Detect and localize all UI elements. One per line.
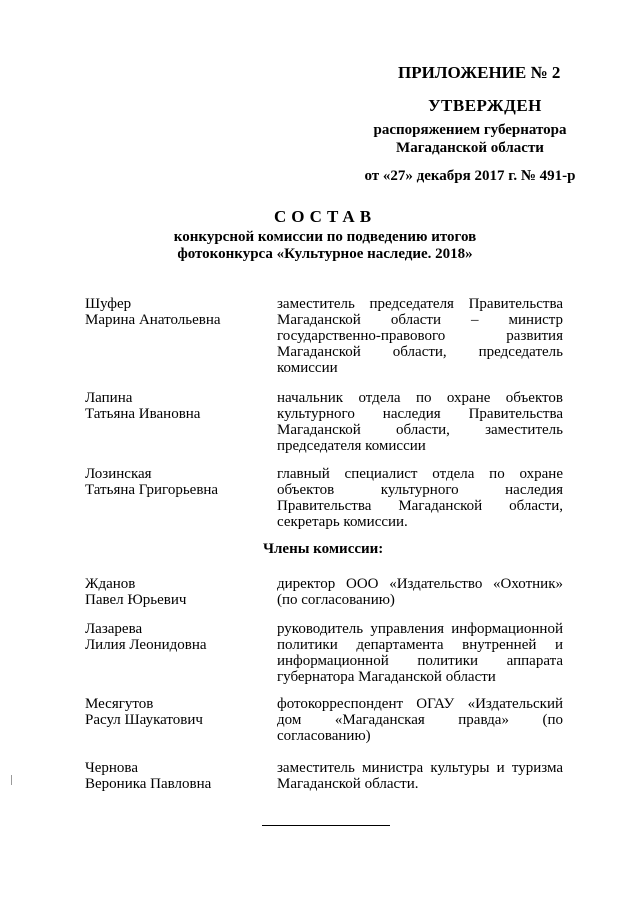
document-subtitle <box>0 229 640 263</box>
member-surname: Чернова <box>85 760 138 776</box>
member-surname: Месягутов <box>85 696 154 712</box>
member-given-names: Вероника Павловна <box>85 776 212 792</box>
order-date: от «27» декабря 2017 г. № 491-р <box>364 168 576 184</box>
commission-member-row <box>85 390 565 454</box>
member-name <box>85 696 277 744</box>
members-heading: Члены комиссии: <box>263 541 384 557</box>
member-role: главный специалист отдела по охране объектов культурного наследия Правительства Магаданской области, секретарь комиссии. <box>277 466 563 530</box>
subtitle-line-1: конкурсной комиссии по подведению итогов <box>173 229 477 245</box>
member-given-names: Расул Шаукатович <box>85 712 203 728</box>
scan-artifact <box>11 775 12 785</box>
member-given-names: Павел Юрьевич <box>85 592 187 608</box>
member-name <box>85 760 277 792</box>
member-surname: Лозинская <box>85 466 152 482</box>
member-role: заместитель председателя Правительства Магаданской области – министр государственно-правового развития Магаданской области, председатель комиссии <box>277 296 563 376</box>
approved-heading: УТВЕРЖДЕН <box>428 96 542 115</box>
member-role: руководитель управления информационной политики департамента внутренней и информационной политики аппарата губернатора Магаданской области <box>277 621 563 685</box>
commission-member-row <box>85 696 565 744</box>
member-surname: Жданов <box>85 576 136 592</box>
member-name <box>85 621 277 685</box>
member-given-names: Лилия Леонидовна <box>85 637 207 653</box>
commission-member-row <box>85 576 565 608</box>
member-surname: Шуфер <box>85 296 132 312</box>
subtitle-line-2: фотоконкурса «Культурное наследие. 2018» <box>177 246 473 262</box>
member-role: фотокорреспондент ОГАУ «Издательский дом «Магаданская правда» (по согласованию) <box>277 696 563 744</box>
order-line-2: Магаданской области <box>396 140 544 156</box>
closing-divider <box>262 825 390 826</box>
appendix-label: ПРИЛОЖЕНИЕ № 2 <box>398 63 561 82</box>
member-given-names: Татьяна Григорьевна <box>85 482 219 498</box>
member-role: заместитель министра культуры и туризма Магаданской области. <box>277 760 563 792</box>
member-given-names: Татьяна Ивановна <box>85 406 201 422</box>
member-role: начальник отдела по охране объектов культурного наследия Правительства Магаданской области, заместитель председателя комиссии <box>277 390 563 454</box>
commission-member-row <box>85 466 565 530</box>
approval-stamp-block <box>352 96 588 185</box>
member-role: директор ООО «Издательство «Охотник» (по согласованию) <box>277 576 563 608</box>
member-surname: Лазарева <box>85 621 143 637</box>
member-name <box>85 296 277 376</box>
member-name <box>85 466 277 530</box>
member-name <box>85 390 277 454</box>
document-title: СОСТАВ <box>273 207 377 226</box>
commission-member-row <box>85 760 565 792</box>
order-line-1: распоряжением губернатора <box>373 122 567 138</box>
member-name <box>85 576 277 608</box>
commission-member-row <box>85 296 565 376</box>
member-given-names: Марина Анатольевна <box>85 312 221 328</box>
commission-member-row <box>85 621 565 685</box>
member-surname: Лапина <box>85 390 133 406</box>
